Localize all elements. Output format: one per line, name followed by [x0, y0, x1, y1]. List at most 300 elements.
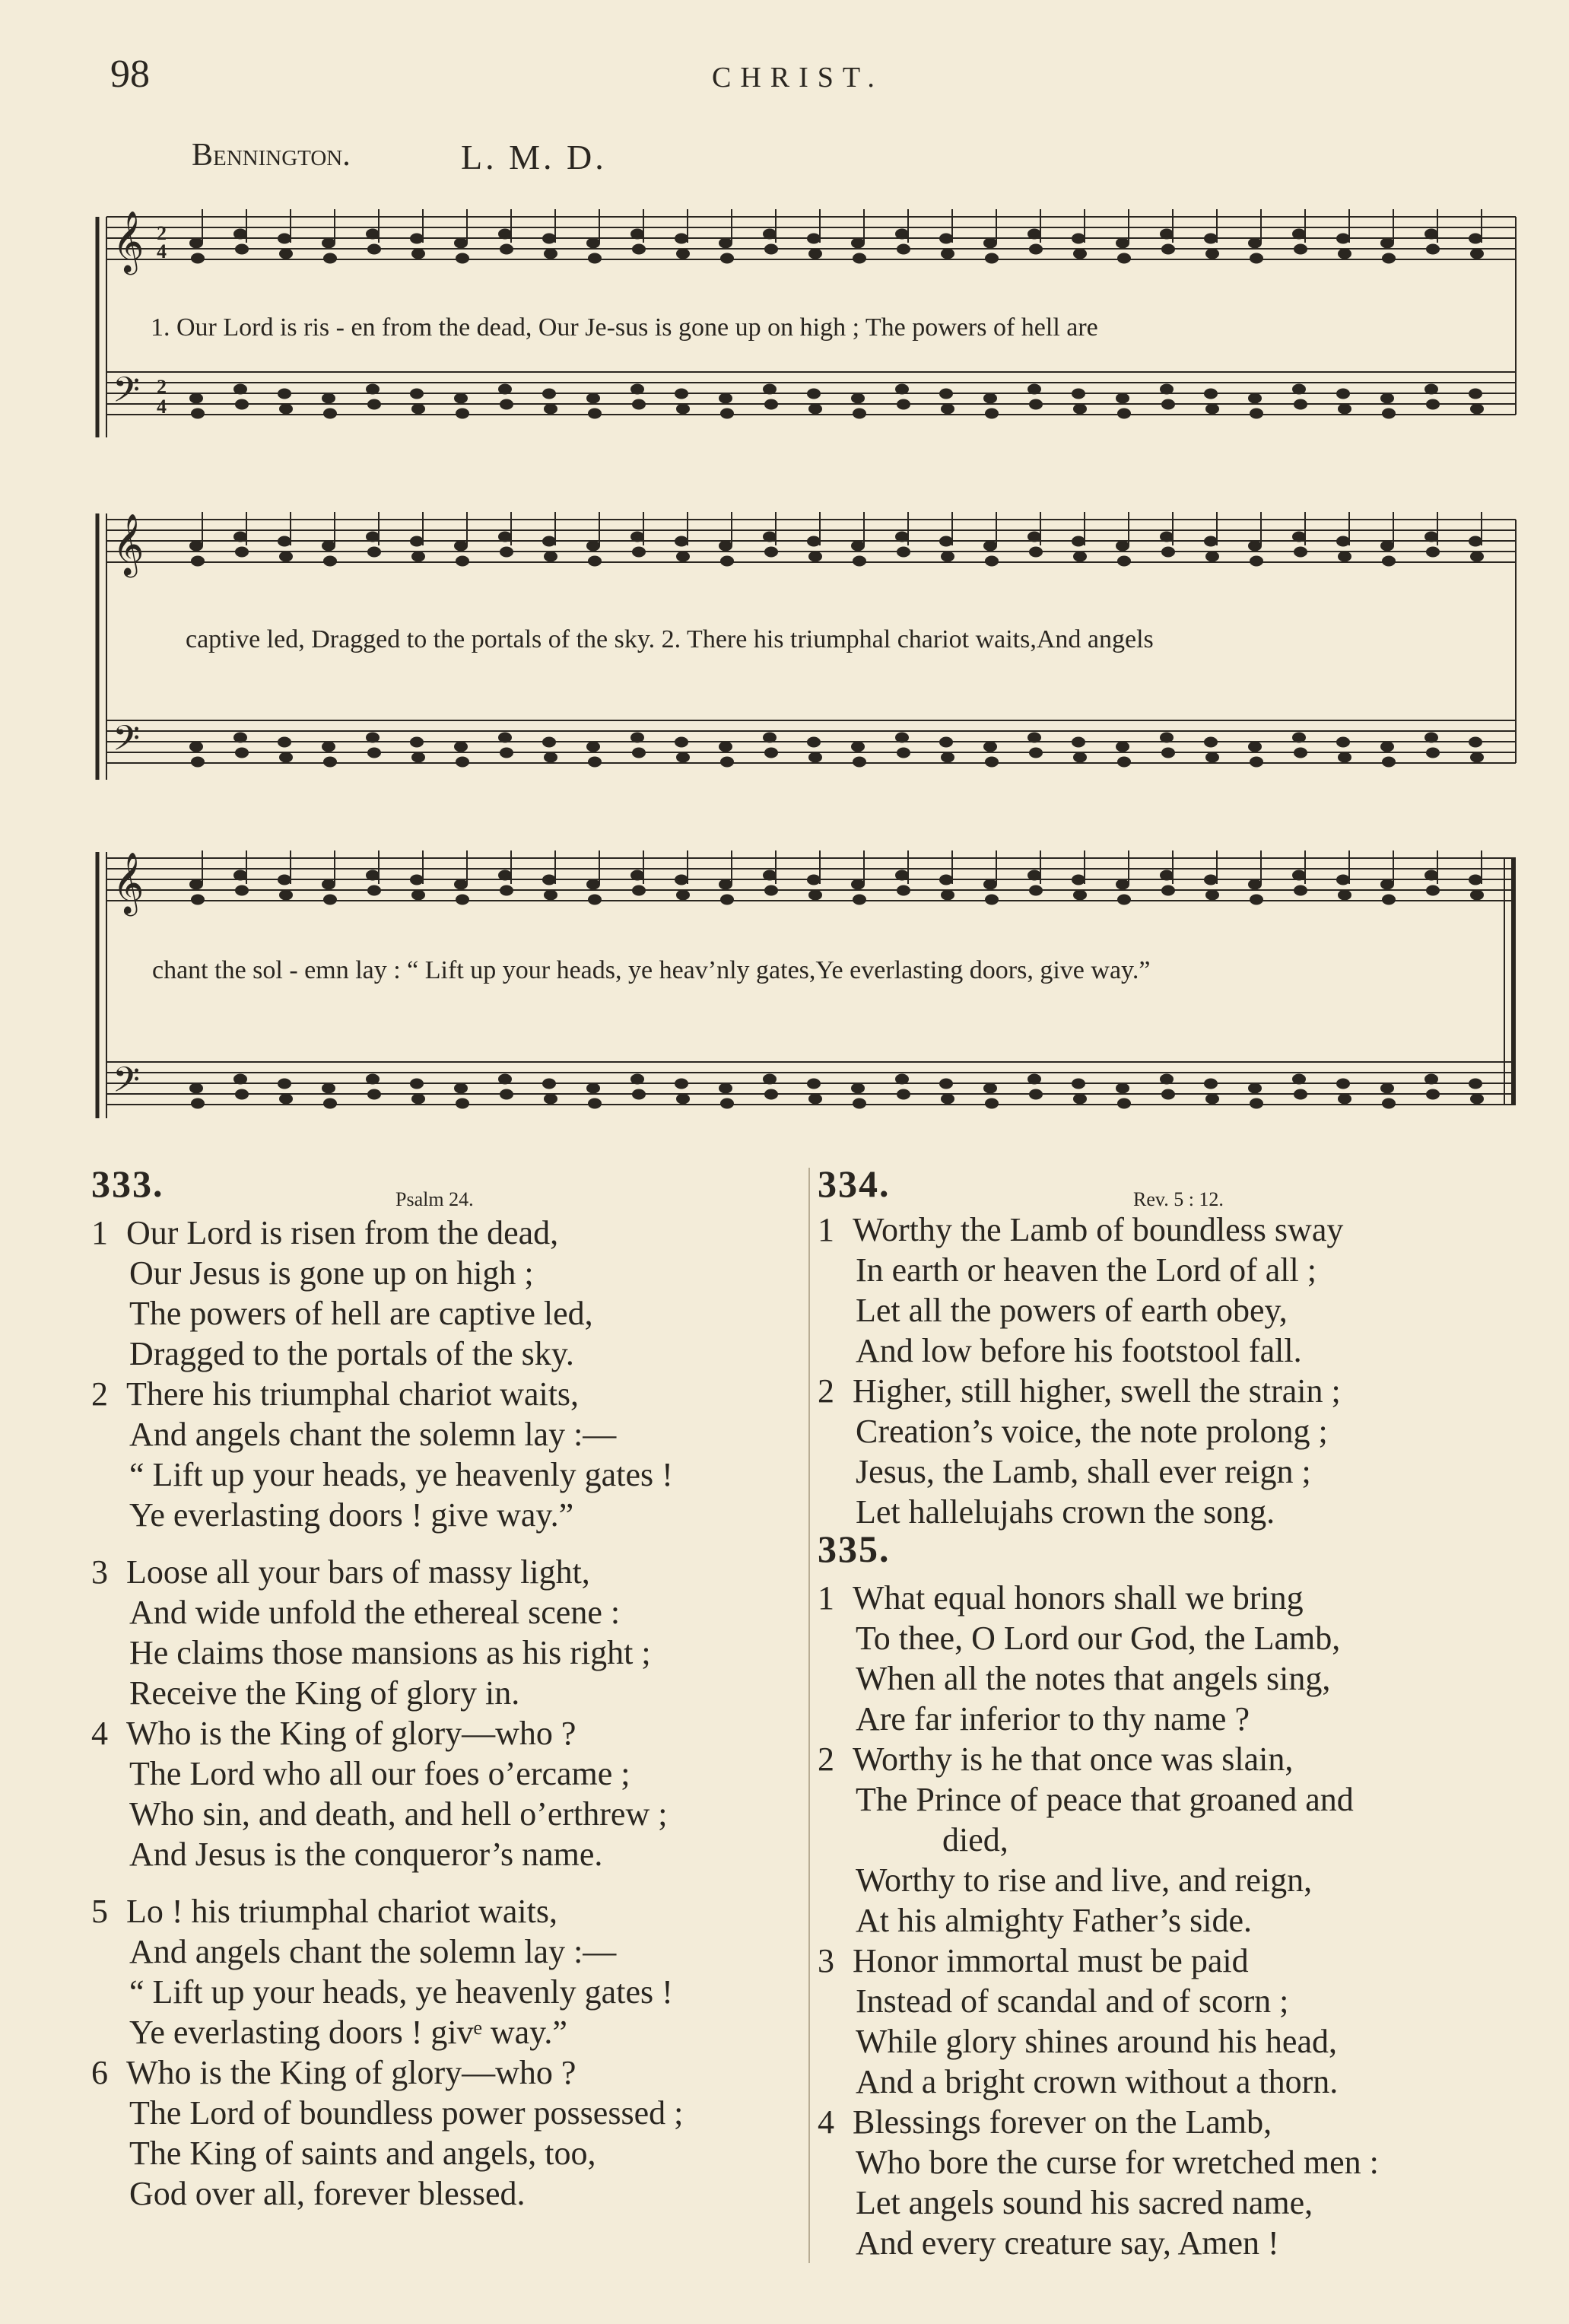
hymn-line-text: Instead of scandal and of scorn ;	[856, 1982, 1289, 2020]
note-head	[1425, 733, 1437, 742]
note-head	[499, 532, 511, 541]
note-head	[1249, 541, 1261, 550]
note-head	[192, 895, 204, 904]
hymn-line-text: Are far inferior to thy name ?	[856, 1700, 1250, 1737]
note-head	[1030, 1089, 1042, 1098]
note-head	[1162, 885, 1174, 895]
note-head	[236, 748, 248, 757]
hymn-334	[818, 1162, 1548, 1531]
note-head	[896, 870, 908, 879]
note-head	[1118, 409, 1130, 418]
note-head	[455, 393, 467, 402]
note-head	[1028, 532, 1040, 541]
hymn-line-text: Let angels sound his sacred name,	[856, 2184, 1313, 2221]
note-head	[1116, 393, 1129, 402]
note-head	[1339, 752, 1351, 761]
note-head	[984, 541, 996, 550]
note-head	[1249, 393, 1261, 402]
note-head	[367, 733, 379, 742]
note-head	[1206, 752, 1218, 761]
note-head	[545, 552, 557, 561]
hymn-line	[818, 2223, 1279, 2263]
note-head	[984, 238, 996, 247]
note-head	[1162, 244, 1174, 253]
note-head	[1205, 536, 1217, 545]
tune-name: Bennington.	[192, 138, 351, 173]
note-head	[499, 733, 511, 742]
note-head	[1427, 244, 1439, 253]
note-head	[1161, 870, 1173, 879]
note-head	[192, 253, 204, 262]
note-head	[1427, 748, 1439, 757]
note-head	[280, 752, 292, 761]
note-head	[808, 737, 820, 746]
note-head	[633, 547, 645, 556]
hymn-line	[818, 1860, 1312, 1900]
note-head	[942, 752, 954, 761]
note-head	[1205, 737, 1217, 746]
note-head	[1293, 870, 1305, 879]
note-head	[190, 393, 202, 402]
note-head	[1337, 737, 1349, 746]
note-head	[808, 234, 820, 243]
note-head	[721, 757, 733, 766]
note-head	[765, 1089, 777, 1098]
note-head	[587, 393, 599, 402]
hymn-line-text: Our Jesus is gone up on high ;	[129, 1254, 534, 1292]
note-head	[677, 249, 689, 258]
note-head	[1162, 399, 1174, 409]
hymn-line	[91, 1633, 651, 1673]
note-head	[675, 875, 688, 884]
note-head	[190, 1083, 202, 1092]
note-head	[764, 870, 776, 879]
hymn-line	[818, 1820, 1008, 1860]
hymn-line	[818, 1371, 1341, 1411]
note-head	[852, 238, 864, 247]
note-head	[1028, 870, 1040, 879]
note-head	[543, 234, 555, 243]
note-head	[190, 238, 202, 247]
note-head	[1427, 885, 1439, 895]
hymn-line	[91, 1891, 557, 1931]
note-head	[278, 875, 291, 884]
note-head	[1074, 752, 1086, 761]
hymn-line	[91, 2093, 683, 2133]
note-head	[633, 885, 645, 895]
note-head	[278, 1079, 291, 1088]
stanza-number: 1	[818, 1579, 834, 1617]
note-head	[587, 238, 599, 247]
note-head	[852, 742, 864, 751]
hymn-line-text: Worthy to rise and live, and reign,	[856, 1861, 1313, 1899]
hymn-line	[91, 1495, 573, 1535]
hymn-line-text: “ Lift up your heads, ye heavenly gates !	[129, 1973, 673, 2011]
note-head	[1381, 1083, 1393, 1092]
note-head	[896, 384, 908, 393]
note-head	[677, 1094, 689, 1103]
hymn-line	[818, 2142, 1379, 2183]
note-head	[852, 393, 864, 402]
hymn-line-text: Let all the powers of earth obey,	[856, 1292, 1288, 1329]
note-head	[456, 757, 468, 766]
hymn-line-text: Receive the King of glory in.	[129, 1674, 520, 1712]
note-head	[940, 536, 952, 545]
note-head	[368, 1089, 380, 1098]
note-head	[456, 253, 468, 262]
note-head	[942, 249, 954, 258]
stanza-number: 3	[818, 1942, 834, 1979]
tune-meter: L. M. D.	[461, 138, 607, 176]
note-head	[852, 541, 864, 550]
note-head	[1030, 748, 1042, 757]
note-head	[1469, 737, 1482, 746]
hymn-line-text: There his triumphal chariot waits,	[126, 1375, 580, 1413]
note-head	[456, 556, 468, 565]
note-head	[236, 885, 248, 895]
hymn-line-text: What equal honors shall we bring	[853, 1579, 1304, 1617]
note-head	[368, 547, 380, 556]
note-head	[1383, 556, 1395, 565]
note-head	[545, 752, 557, 761]
note-head	[984, 879, 996, 889]
music-system-3	[90, 829, 1520, 1149]
note-head	[589, 409, 601, 418]
hymn-line	[91, 1794, 667, 1834]
note-head	[500, 1089, 513, 1098]
note-head	[1206, 552, 1218, 561]
note-head	[764, 1074, 776, 1083]
hymn-line	[91, 2052, 576, 2093]
note-head	[896, 532, 908, 541]
hymn-line-text: Our Lord is risen from the dead,	[126, 1214, 559, 1251]
note-head	[721, 253, 733, 262]
note-head	[809, 1094, 821, 1103]
note-head	[986, 757, 998, 766]
note-head	[500, 748, 513, 757]
svg-text:4: 4	[157, 396, 167, 418]
hymn-line-text: When all the notes that angels sing,	[856, 1660, 1331, 1697]
note-head	[589, 757, 601, 766]
hymn-line	[91, 1673, 519, 1713]
note-head	[367, 532, 379, 541]
note-head	[1381, 879, 1393, 889]
note-head	[234, 733, 246, 742]
note-head	[1381, 742, 1393, 751]
hymn-line	[91, 1592, 620, 1633]
hymn-line	[91, 1293, 593, 1334]
hymn-line-text: Honor immortal must be paid	[853, 1942, 1249, 1979]
note-head	[1161, 733, 1173, 742]
note-head	[589, 895, 601, 904]
note-head	[1162, 1089, 1174, 1098]
hymn-line	[818, 1699, 1250, 1739]
note-head	[455, 541, 467, 550]
svg-text:𝄢: 𝄢	[113, 1060, 141, 1109]
hymn-line-text: Worthy is he that once was slain,	[853, 1741, 1294, 1778]
stanza-number: 2	[818, 1372, 834, 1410]
note-head	[986, 1098, 998, 1108]
hymn-line-text: Who is the King of glory—who ?	[126, 1715, 576, 1752]
note-head	[1206, 404, 1218, 413]
note-head	[324, 757, 336, 766]
note-head	[1425, 532, 1437, 541]
hymn-line	[818, 1250, 1316, 1290]
note-head	[192, 1098, 204, 1108]
stanza-number: 1	[818, 1211, 834, 1248]
note-head	[1471, 890, 1483, 899]
hymn-line	[91, 1931, 616, 1972]
note-head	[808, 1079, 820, 1088]
note-head	[1116, 879, 1129, 889]
note-head	[322, 742, 335, 751]
note-head	[500, 547, 513, 556]
note-head	[852, 1083, 864, 1092]
note-head	[1469, 536, 1482, 545]
note-head	[368, 748, 380, 757]
hymn-line	[91, 1454, 673, 1495]
hymn-line	[91, 1334, 574, 1374]
note-head	[192, 409, 204, 418]
note-head	[1427, 1089, 1439, 1098]
running-head: CHRIST.	[712, 62, 884, 94]
note-head	[631, 229, 643, 238]
note-head	[278, 536, 291, 545]
note-head	[897, 547, 910, 556]
note-head	[633, 1089, 645, 1098]
note-head	[1337, 1079, 1349, 1088]
hymn-line	[91, 2173, 525, 2214]
note-head	[322, 541, 335, 550]
note-head	[940, 737, 952, 746]
note-head	[1028, 733, 1040, 742]
hymn-line	[91, 1374, 579, 1414]
note-head	[545, 1094, 557, 1103]
note-head	[1383, 757, 1395, 766]
note-head	[1249, 1083, 1261, 1092]
note-head	[412, 404, 424, 413]
note-head	[368, 244, 380, 253]
note-head	[411, 737, 423, 746]
hymn-line	[818, 1941, 1249, 1981]
note-head	[808, 536, 820, 545]
note-head	[1293, 229, 1305, 238]
note-head	[1116, 238, 1129, 247]
note-head	[1471, 552, 1483, 561]
note-head	[280, 552, 292, 561]
hymn-line-text: And Jesus is the conqueror’s name.	[129, 1836, 603, 1873]
hymn-line-text: “ Lift up your heads, ye heavenly gates !	[129, 1456, 673, 1493]
hymn-line-text: And wide unfold the ethereal scene :	[129, 1594, 621, 1631]
note-head	[1030, 547, 1042, 556]
note-head	[543, 1079, 555, 1088]
note-head	[368, 885, 380, 895]
note-head	[589, 556, 601, 565]
note-head	[721, 1098, 733, 1108]
note-head	[719, 742, 732, 751]
note-head	[897, 244, 910, 253]
note-head	[677, 752, 689, 761]
note-head	[234, 870, 246, 879]
note-head	[1074, 404, 1086, 413]
hymn-line	[818, 2062, 1338, 2102]
note-head	[543, 737, 555, 746]
note-head	[1337, 875, 1349, 884]
note-head	[411, 1079, 423, 1088]
note-head	[1162, 748, 1174, 757]
note-head	[1116, 742, 1129, 751]
note-head	[1118, 556, 1130, 565]
note-head	[1161, 1074, 1173, 1083]
note-head	[324, 556, 336, 565]
stanza-number: 3	[91, 1553, 108, 1591]
note-head	[986, 895, 998, 904]
note-head	[412, 249, 424, 258]
note-head	[1425, 870, 1437, 879]
note-head	[896, 733, 908, 742]
note-head	[1028, 1074, 1040, 1083]
note-head	[631, 384, 643, 393]
page-number: 98	[110, 52, 150, 96]
note-head	[853, 1098, 865, 1108]
note-head	[765, 244, 777, 253]
hymn-line-text: God over all, forever blessed.	[129, 2175, 526, 2212]
hymn-line	[818, 1492, 1275, 1532]
note-head	[765, 547, 777, 556]
note-head	[1249, 879, 1261, 889]
note-head	[765, 399, 777, 409]
note-head	[1028, 229, 1040, 238]
stanza-number: 4	[91, 1715, 108, 1752]
note-head	[278, 234, 291, 243]
note-head	[456, 1098, 468, 1108]
scripture-reference: Rev. 5 : 12.	[1133, 1188, 1224, 1210]
note-head	[1074, 249, 1086, 258]
note-head	[809, 404, 821, 413]
note-head	[412, 890, 424, 899]
hymn-line	[91, 1414, 616, 1454]
note-head	[280, 1094, 292, 1103]
hymn-line	[818, 1290, 1288, 1330]
note-head	[633, 748, 645, 757]
note-head	[1339, 1094, 1351, 1103]
note-head	[1425, 384, 1437, 393]
note-head	[986, 556, 998, 565]
note-head	[1072, 737, 1085, 746]
note-head	[1381, 393, 1393, 402]
svg-text:𝄞: 𝄞	[113, 513, 145, 575]
stanza-number: 1	[91, 1214, 108, 1251]
hymn-number: 333.	[91, 1162, 164, 1205]
hymn-number: 335.	[818, 1528, 891, 1570]
note-head	[278, 737, 291, 746]
note-head	[1381, 541, 1393, 550]
hymn-number: 334.	[818, 1162, 891, 1205]
note-head	[984, 742, 996, 751]
note-head	[280, 890, 292, 899]
note-head	[633, 399, 645, 409]
note-head	[1383, 253, 1395, 262]
hymn-line-text: Worthy the Lamb of boundless sway	[853, 1211, 1344, 1248]
hymn-line	[818, 2102, 1272, 2142]
hymn-line-text: Loose all your bars of massy light,	[126, 1553, 590, 1591]
note-head	[1072, 1079, 1085, 1088]
note-head	[236, 547, 248, 556]
note-head	[190, 879, 202, 889]
note-head	[324, 1098, 336, 1108]
note-head	[942, 890, 954, 899]
note-head	[675, 389, 688, 398]
hymn-line-text: He claims those mansions as his right ;	[129, 1634, 651, 1671]
hymn-line-text: Who is the King of glory—who ?	[126, 2054, 576, 2091]
hymn-line	[91, 1972, 673, 2012]
hymn-line	[91, 1552, 590, 1592]
note-head	[411, 389, 423, 398]
note-head	[190, 541, 202, 550]
note-head	[368, 399, 380, 409]
note-head	[984, 393, 996, 402]
hymn-line-text: Ye everlasting doors ! give way.”	[129, 1496, 574, 1534]
note-head	[1074, 552, 1086, 561]
hymn-line-text: Higher, still higher, swell the strain ;	[853, 1372, 1341, 1410]
note-head	[192, 757, 204, 766]
note-head	[411, 536, 423, 545]
note-head	[499, 1074, 511, 1083]
note-head	[896, 229, 908, 238]
hymn-line-text: At his almighty Father’s side.	[856, 1902, 1253, 1939]
svg-text:𝄞: 𝄞	[113, 851, 145, 914]
hymn-line-text: Ye everlasting doors ! givᵉ way.”	[129, 2014, 567, 2051]
note-head	[1293, 384, 1305, 393]
note-head	[677, 552, 689, 561]
note-head	[1205, 875, 1217, 884]
note-head	[545, 890, 557, 899]
note-head	[455, 879, 467, 889]
note-head	[719, 238, 732, 247]
note-head	[1294, 399, 1307, 409]
note-head	[1072, 536, 1085, 545]
music-lyrics-line-2: captive led, Dragged to the portals of the sky. 2. There his triumphal chariot waits,And angels	[186, 625, 1154, 653]
note-head	[633, 244, 645, 253]
note-head	[1250, 556, 1263, 565]
note-head	[500, 885, 513, 895]
note-head	[234, 1074, 246, 1083]
note-head	[1339, 890, 1351, 899]
note-head	[1030, 885, 1042, 895]
hymn-line	[818, 1618, 1340, 1658]
music-lyrics-line-1: 1. Our Lord is ris - en from the dead, Our Je-sus is gone up on high ; The powers of hell are	[151, 313, 1098, 342]
note-head	[412, 752, 424, 761]
note-head	[587, 541, 599, 550]
note-head	[1249, 742, 1261, 751]
note-head	[367, 1074, 379, 1083]
stanza-number: 2	[91, 1375, 108, 1413]
note-head	[1072, 389, 1085, 398]
hymn-line-text: Dragged to the portals of the sky.	[129, 1335, 574, 1372]
note-head	[940, 234, 952, 243]
note-head	[545, 404, 557, 413]
hymn-line-text: Jesus, the Lamb, shall ever reign ;	[856, 1453, 1311, 1490]
note-head	[986, 409, 998, 418]
note-head	[1118, 253, 1130, 262]
note-head	[897, 1089, 910, 1098]
hymn-line	[818, 1330, 1302, 1371]
note-head	[675, 737, 688, 746]
hymn-335	[818, 1529, 1548, 2290]
note-head	[499, 229, 511, 238]
note-head	[543, 389, 555, 398]
note-head	[1293, 733, 1305, 742]
